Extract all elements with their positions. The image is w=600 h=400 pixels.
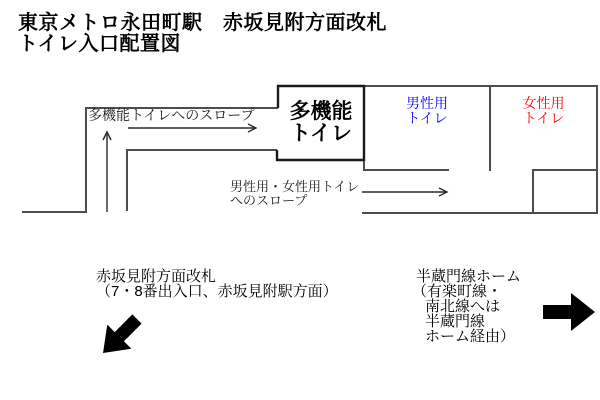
mens-toilet-line2: トイレ	[406, 110, 448, 126]
mens-womens-ramp-line2: へのスロープ	[230, 193, 308, 208]
platform-direction-arrow-icon	[543, 293, 595, 331]
platform-info-label	[412, 269, 521, 344]
mens-toilet-label	[364, 96, 490, 126]
platform-info-line5: ホーム経由）	[425, 328, 516, 345]
gate-info-line2: （7・8番出入口、赤坂見附駅方面）	[96, 283, 338, 300]
gate-info-label	[96, 269, 338, 299]
page-title-line1: 東京メトロ永田町駅 赤坂見附方面改札	[18, 12, 387, 34]
up-arrow-icon	[103, 132, 111, 212]
gate-direction-arrow-icon	[91, 307, 149, 365]
page-title	[18, 13, 387, 55]
mens-womens-ramp-arrow-icon	[362, 188, 447, 196]
womens-toilet-line2: トイレ	[522, 110, 565, 126]
multifunction-ramp-label: 多機能トイレへのスロープ	[88, 107, 255, 123]
mens-womens-ramp-line1: 男性用・女性用トイレ	[230, 179, 360, 194]
mens-womens-ramp-label	[230, 180, 359, 208]
mens-toilet-line1: 男性用	[406, 95, 448, 111]
multifunction-toilet-line2: トイレ	[290, 122, 352, 145]
page-title-line2: トイレ入口配置図	[18, 33, 181, 55]
platform-info-line4: 半蔵門線	[425, 313, 486, 330]
gate-info-line1: 赤坂見附方面改札	[96, 268, 217, 285]
womens-toilet-line1: 女性用	[522, 95, 565, 111]
platform-info-line3: 南北線へは	[425, 298, 501, 315]
multifunction-toilet-label	[278, 86, 364, 160]
wall-mens-entrance	[364, 160, 449, 170]
multifunction-ramp-arrow-icon	[128, 124, 256, 132]
multifunction-toilet-line1: 多機能	[289, 100, 353, 123]
wall-corner-box	[533, 170, 597, 213]
platform-info-line2: （有楽町線・	[412, 283, 503, 300]
platform-info-line1: 半蔵門線ホーム	[416, 268, 522, 285]
womens-toilet-label	[490, 96, 597, 126]
